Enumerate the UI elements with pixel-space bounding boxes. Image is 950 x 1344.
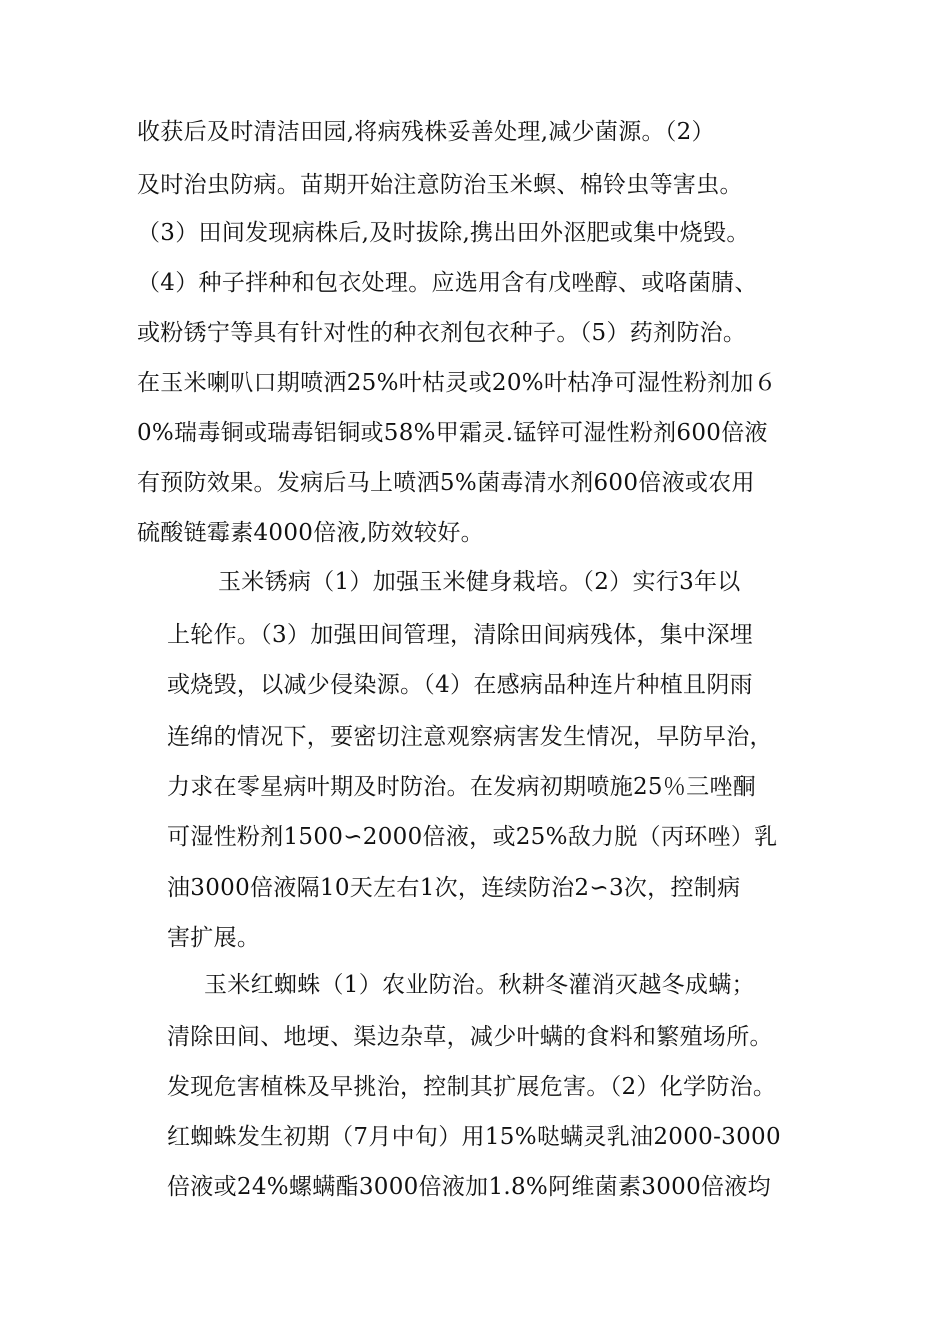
text-line: 0%瑞毒铜或瑞毒铝铜或58%甲霜灵.锰锌可湿性粉剂600倍液 [137, 420, 768, 446]
text-line: 害扩展。 [167, 925, 261, 951]
text-line: （4）种子拌种和包衣处理。应选用含有戊唑醇、或咯菌腈、 [137, 270, 758, 296]
text-line: 红蜘蛛发生初期（7月中旬）用15%哒螨灵乳油2000-3000 [167, 1124, 781, 1150]
text-line: 清除田间、地埂、渠边杂草，减少叶螨的食料和繁殖场所。 [167, 1024, 773, 1050]
text-line: 玉米锈病（1）加强玉米健身栽培。（2）实行3年以 [218, 569, 741, 595]
text-line: 倍液或24%螺螨酯3000倍液加1.8%阿维菌素3000倍液均 [167, 1174, 771, 1200]
text-line: 或粉锈宁等具有针对性的种衣剂包衣种子。（5）药剂防治。 [137, 320, 747, 346]
text-line: 或烧毁，以减少侵染源。（4）在感病品种连片种植且阴雨 [167, 672, 753, 698]
text-line: 有预防效果。发病后马上喷洒5%菌毒清水剂600倍液或农用 [137, 470, 755, 496]
text-line: 可湿性粉剂1500∽2000倍液，或25%敌力脱（丙环唑）乳 [167, 824, 778, 850]
text-line: 上轮作。（3）加强田间管理，清除田间病残体，集中深埋 [167, 622, 753, 648]
text-line: 油3000倍液隔10天左右1次，连续防治2∽3次，控制病 [167, 875, 741, 901]
text-line: （3）田间发现病株后,及时拔除,携出田外沤肥或集中烧毁。 [137, 220, 750, 246]
text-line: 连绵的情况下，要密切注意观察病害发生情况，早防早治， [167, 724, 773, 750]
text-line: 发现危害植株及早挑治，控制其扩展危害。（2）化学防治。 [167, 1074, 777, 1100]
text-line: 在玉米喇叭口期喷洒25%叶枯灵或20%叶枯净可湿性粉剂加６ [137, 370, 777, 396]
text-line: 玉米红蜘蛛（1）农业防治。秋耕冬灌消灭越冬成螨； [204, 972, 755, 998]
text-line: 硫酸链霉素4000倍液,防效较好。 [137, 520, 484, 546]
text-line: 力求在零星病叶期及时防治。在发病初期喷施25％三唑酮 [167, 774, 757, 800]
text-line: 收获后及时清洁田园,将病残株妥善处理,减少菌源。（2） [137, 119, 715, 145]
text-line: 及时治虫防病。苗期开始注意防治玉米螟、棉铃虫等害虫。 [137, 172, 743, 198]
